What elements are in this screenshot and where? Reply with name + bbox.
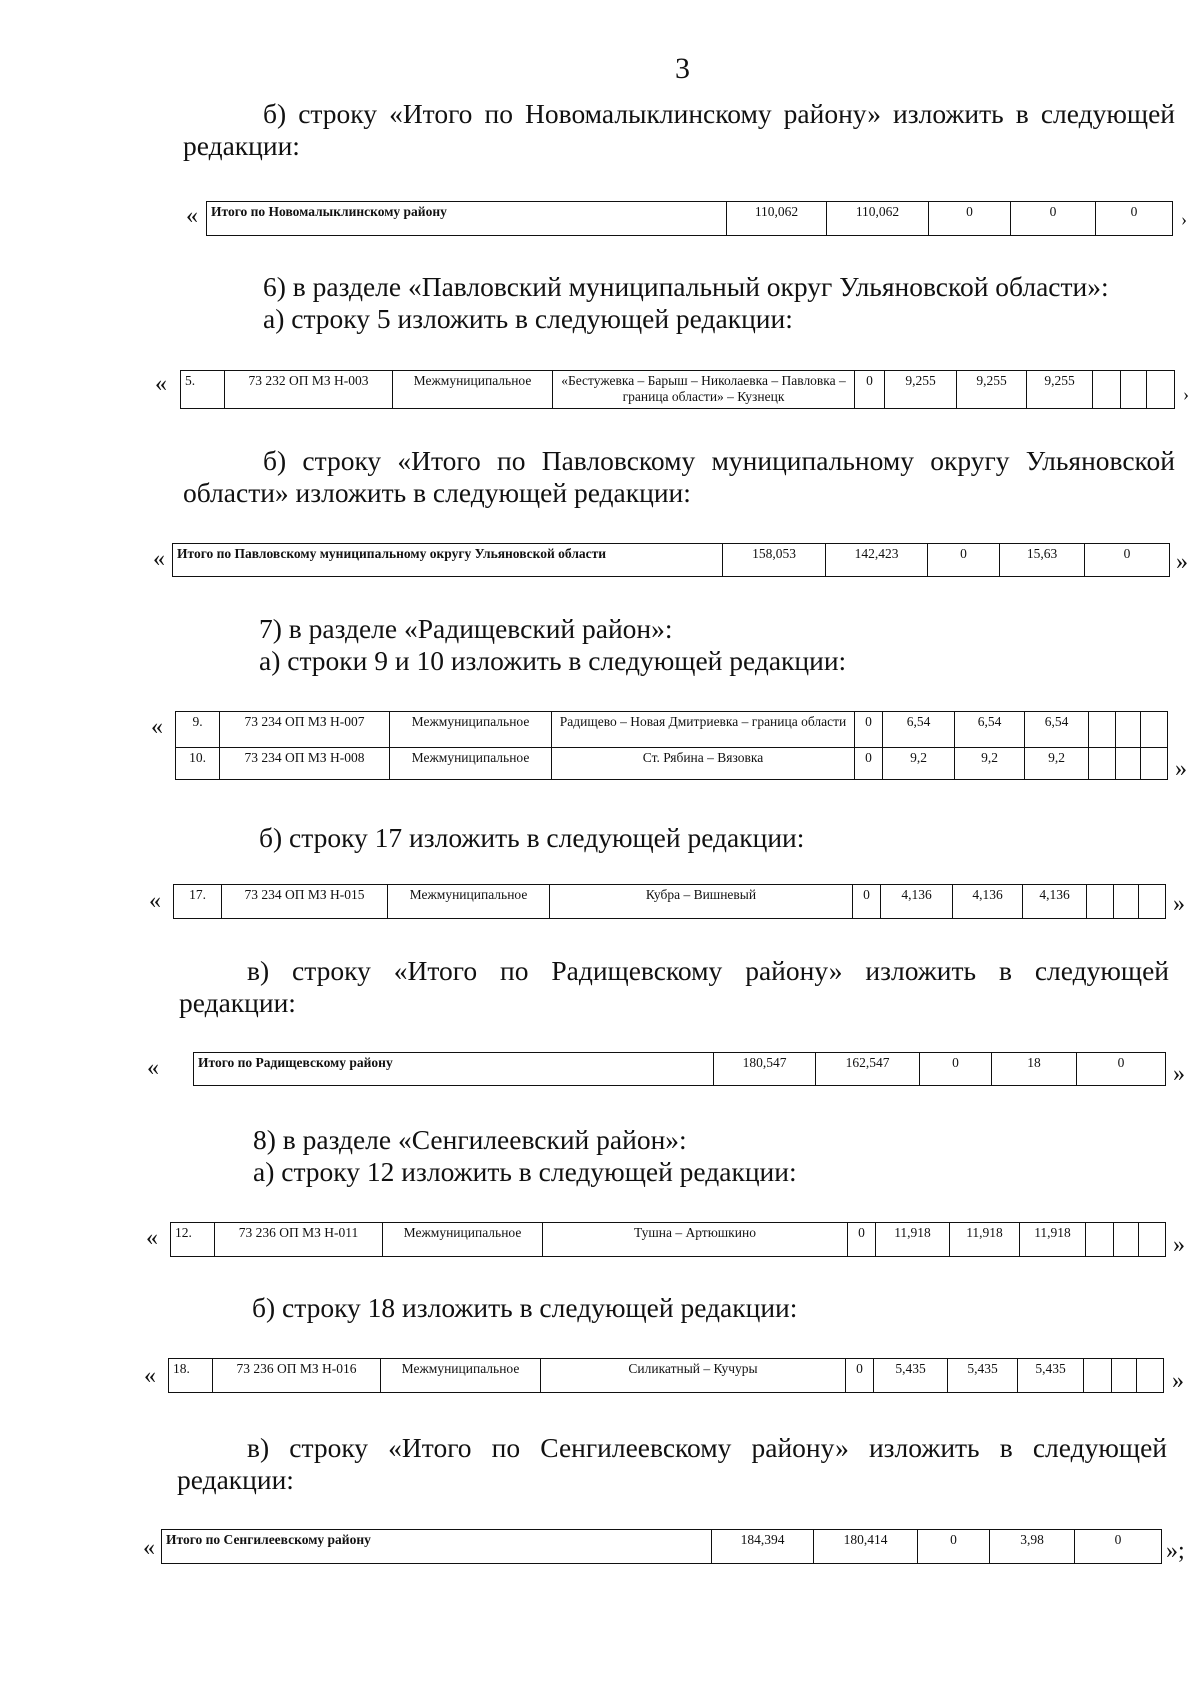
paragraph-item-v-sengileevsky-total bbox=[177, 1432, 1167, 1496]
open-quote: « bbox=[186, 203, 198, 229]
paragraph-item-b-pavlovsky-total bbox=[183, 445, 1175, 509]
cell-value: 0 bbox=[1085, 544, 1170, 577]
cell-road-id: 73 234 ОП МЗ Н-008 bbox=[220, 748, 390, 780]
table-row bbox=[176, 748, 1168, 780]
table-row-17-radishchevsky bbox=[173, 884, 1166, 919]
cell-name: Итого по Павловскому муниципальному округу Ульяновской области bbox=[173, 544, 723, 577]
cell-value: 9,2 bbox=[955, 748, 1025, 780]
paragraph-line: б) строку 18 изложить в следующей редакции: bbox=[252, 1292, 798, 1323]
cell-road-name: «Бестужевка – Барыш – Николаевка – Павловка – граница области» – Кузнецк bbox=[553, 371, 855, 409]
cell-road-id: 73 234 ОП МЗ Н-007 bbox=[220, 712, 390, 748]
cell-value: 4,136 bbox=[1023, 885, 1087, 919]
cell-type: Межмуниципальное bbox=[393, 371, 553, 409]
cell-name: Итого по Новомалыклинскому району bbox=[207, 202, 727, 236]
cell-value: 5,435 bbox=[874, 1359, 948, 1393]
cell-value: 0 bbox=[1075, 1530, 1162, 1564]
cell-road-id: 73 236 ОП МЗ Н-011 bbox=[215, 1223, 383, 1257]
cell-empty bbox=[1121, 371, 1147, 409]
paragraph-item-v-radishchevsky-total bbox=[179, 955, 1169, 1019]
cell-value: 4,136 bbox=[881, 885, 953, 919]
close-quote: » bbox=[1172, 1368, 1184, 1394]
paragraph-line: области» изложить в следующей редакции: bbox=[183, 477, 691, 508]
cell-value: 11,918 bbox=[1020, 1223, 1086, 1257]
table-row bbox=[162, 1530, 1162, 1564]
cell-road-name: Ст. Рябина – Вязовка bbox=[552, 748, 855, 780]
cell-number: 9. bbox=[176, 712, 220, 748]
table-row-total-novomalyklinsky bbox=[206, 201, 1173, 236]
cell-value: 18 bbox=[992, 1053, 1077, 1086]
table-row bbox=[171, 1223, 1166, 1257]
cell-road-name: Кубра – Вишневый bbox=[550, 885, 853, 919]
cell-name: Итого по Сенгилеевскому району bbox=[162, 1530, 712, 1564]
cell-empty bbox=[1089, 712, 1116, 748]
open-quote: « bbox=[149, 888, 161, 914]
close-quote: »; bbox=[1166, 1538, 1185, 1564]
cell-value: 3,98 bbox=[990, 1530, 1075, 1564]
cell-value: 0 bbox=[1077, 1053, 1166, 1086]
paragraph-line: редакции: bbox=[177, 1464, 294, 1495]
paragraph-line: а) строку 12 изложить в следующей редакции: bbox=[253, 1156, 797, 1187]
cell-value: 0 bbox=[853, 885, 881, 919]
paragraph-section-8-sengileevsky bbox=[253, 1124, 797, 1188]
paragraph-line: редакции: bbox=[183, 130, 300, 161]
cell-type: Межмуниципальное bbox=[383, 1223, 543, 1257]
cell-value: 0 bbox=[848, 1223, 876, 1257]
cell-value: 5,435 bbox=[948, 1359, 1018, 1393]
paragraph-line: 7) в разделе «Радищевский район»: bbox=[259, 613, 673, 644]
close-quote: › bbox=[1181, 209, 1187, 229]
cell-value: 0 bbox=[855, 371, 885, 409]
cell-number: 10. bbox=[176, 748, 220, 780]
table-row bbox=[173, 544, 1170, 577]
cell-empty bbox=[1086, 1223, 1114, 1257]
close-quote: » bbox=[1173, 1061, 1185, 1087]
cell-type: Межмуниципальное bbox=[381, 1359, 541, 1393]
close-quote: » bbox=[1173, 1232, 1185, 1258]
cell-number: 5. bbox=[181, 371, 225, 409]
cell-value: 0 bbox=[918, 1530, 990, 1564]
paragraph-line: в) строку «Итого по Радищевскому району» изложить в следующей bbox=[247, 955, 1169, 986]
cell-value: 180,414 bbox=[814, 1530, 918, 1564]
open-quote: « bbox=[147, 1055, 159, 1081]
table-row bbox=[181, 371, 1175, 409]
table-row bbox=[176, 712, 1168, 748]
cell-empty bbox=[1114, 885, 1139, 919]
close-quote: » bbox=[1176, 549, 1188, 575]
table-row bbox=[174, 885, 1166, 919]
table-row-18-sengileevsky bbox=[168, 1358, 1164, 1393]
open-quote: « bbox=[144, 1363, 156, 1389]
table-row-12-sengileevsky bbox=[170, 1222, 1166, 1257]
page-number: 3 bbox=[675, 52, 690, 85]
cell-empty bbox=[1089, 748, 1116, 780]
cell-value: 0 bbox=[929, 202, 1011, 236]
cell-value: 180,547 bbox=[714, 1053, 816, 1086]
paragraph-section-6-pavlovsky bbox=[263, 271, 1109, 335]
cell-value: 0 bbox=[1096, 202, 1173, 236]
cell-value: 184,394 bbox=[712, 1530, 814, 1564]
paragraph-line: а) строку 5 изложить в следующей редакции: bbox=[263, 303, 793, 334]
cell-value: 0 bbox=[846, 1359, 874, 1393]
table-row bbox=[194, 1053, 1166, 1086]
cell-empty bbox=[1087, 885, 1114, 919]
table-row-total-pavlovsky bbox=[172, 543, 1170, 577]
table-row bbox=[207, 202, 1173, 236]
cell-value: 158,053 bbox=[723, 544, 826, 577]
cell-number: 17. bbox=[174, 885, 222, 919]
table-rows-9-10-radishchevsky bbox=[175, 711, 1168, 780]
cell-value: 15,63 bbox=[1000, 544, 1085, 577]
cell-number: 18. bbox=[169, 1359, 213, 1393]
cell-value: 9,2 bbox=[883, 748, 955, 780]
cell-value: 6,54 bbox=[955, 712, 1025, 748]
cell-value: 110,062 bbox=[827, 202, 929, 236]
paragraph-item-b-novomalyklinsky bbox=[183, 98, 1175, 162]
cell-road-name: Радищево – Новая Дмитриевка – граница области bbox=[552, 712, 855, 748]
cell-empty bbox=[1093, 371, 1121, 409]
open-quote: « bbox=[155, 371, 167, 397]
cell-empty bbox=[1137, 1359, 1164, 1393]
cell-number: 12. bbox=[171, 1223, 215, 1257]
cell-empty bbox=[1141, 748, 1168, 780]
paragraph-line: 6) в разделе «Павловский муниципальный округ Ульяновской области»: bbox=[263, 271, 1109, 302]
cell-value: 0 bbox=[1011, 202, 1096, 236]
cell-value: 0 bbox=[920, 1053, 992, 1086]
table-row-5-pavlovsky bbox=[180, 370, 1175, 409]
paragraph-item-b-row-18 bbox=[252, 1292, 797, 1324]
open-quote: « bbox=[151, 714, 163, 740]
cell-value: 6,54 bbox=[883, 712, 955, 748]
cell-road-id: 73 232 ОП МЗ Н-003 bbox=[225, 371, 393, 409]
cell-empty bbox=[1114, 1223, 1139, 1257]
close-quote: » bbox=[1175, 756, 1187, 782]
paragraph-line: а) строки 9 и 10 изложить в следующей редакции: bbox=[259, 645, 847, 676]
paragraph-section-7-radishchevsky bbox=[259, 613, 846, 677]
cell-empty bbox=[1139, 1223, 1166, 1257]
cell-value: 5,435 bbox=[1018, 1359, 1084, 1393]
paragraph-line: б) строку «Итого по Павловскому муниципальному округу Ульяновской bbox=[263, 445, 1175, 476]
cell-empty bbox=[1116, 748, 1141, 780]
cell-value: 6,54 bbox=[1025, 712, 1089, 748]
cell-value: 9,255 bbox=[885, 371, 957, 409]
paragraph-line: в) строку «Итого по Сенгилеевскому району» изложить в следующей bbox=[247, 1432, 1167, 1463]
cell-value: 0 bbox=[928, 544, 1000, 577]
cell-value: 4,136 bbox=[953, 885, 1023, 919]
paragraph-line: б) строку 17 изложить в следующей редакции: bbox=[259, 822, 805, 853]
cell-empty bbox=[1116, 712, 1141, 748]
cell-type: Межмуниципальное bbox=[388, 885, 550, 919]
cell-value: 9,2 bbox=[1025, 748, 1089, 780]
open-quote: « bbox=[153, 546, 165, 572]
close-quote: › bbox=[1183, 384, 1189, 404]
cell-value: 9,255 bbox=[957, 371, 1027, 409]
cell-type: Межмуниципальное bbox=[390, 748, 552, 780]
paragraph-line: 8) в разделе «Сенгилеевский район»: bbox=[253, 1124, 687, 1155]
cell-road-id: 73 234 ОП МЗ Н-015 bbox=[222, 885, 388, 919]
cell-type: Межмуниципальное bbox=[390, 712, 552, 748]
close-quote: » bbox=[1173, 891, 1185, 917]
cell-empty bbox=[1141, 712, 1168, 748]
table-row bbox=[169, 1359, 1164, 1393]
table-row-total-sengileevsky bbox=[161, 1529, 1162, 1564]
cell-value: 0 bbox=[855, 748, 883, 780]
cell-value: 162,547 bbox=[816, 1053, 920, 1086]
cell-value: 9,255 bbox=[1027, 371, 1093, 409]
table-row-total-radishchevsky bbox=[193, 1052, 1166, 1086]
cell-road-name: Тушна – Артюшкино bbox=[543, 1223, 848, 1257]
cell-road-name: Силикатный – Кучуры bbox=[541, 1359, 846, 1393]
paragraph-line: б) строку «Итого по Новомалыклинскому району» изложить в следующей bbox=[263, 98, 1175, 129]
cell-value: 11,918 bbox=[950, 1223, 1020, 1257]
paragraph-line: редакции: bbox=[179, 987, 296, 1018]
open-quote: « bbox=[146, 1225, 158, 1251]
cell-value: 142,423 bbox=[826, 544, 928, 577]
cell-empty bbox=[1112, 1359, 1137, 1393]
paragraph-item-b-row-17 bbox=[259, 822, 804, 854]
cell-value: 0 bbox=[855, 712, 883, 748]
cell-value: 110,062 bbox=[727, 202, 827, 236]
cell-empty bbox=[1084, 1359, 1112, 1393]
open-quote: « bbox=[143, 1535, 155, 1561]
cell-road-id: 73 236 ОП МЗ Н-016 bbox=[213, 1359, 381, 1393]
cell-empty bbox=[1139, 885, 1166, 919]
cell-value: 11,918 bbox=[876, 1223, 950, 1257]
cell-empty bbox=[1147, 371, 1175, 409]
cell-name: Итого по Радищевскому району bbox=[194, 1053, 714, 1086]
